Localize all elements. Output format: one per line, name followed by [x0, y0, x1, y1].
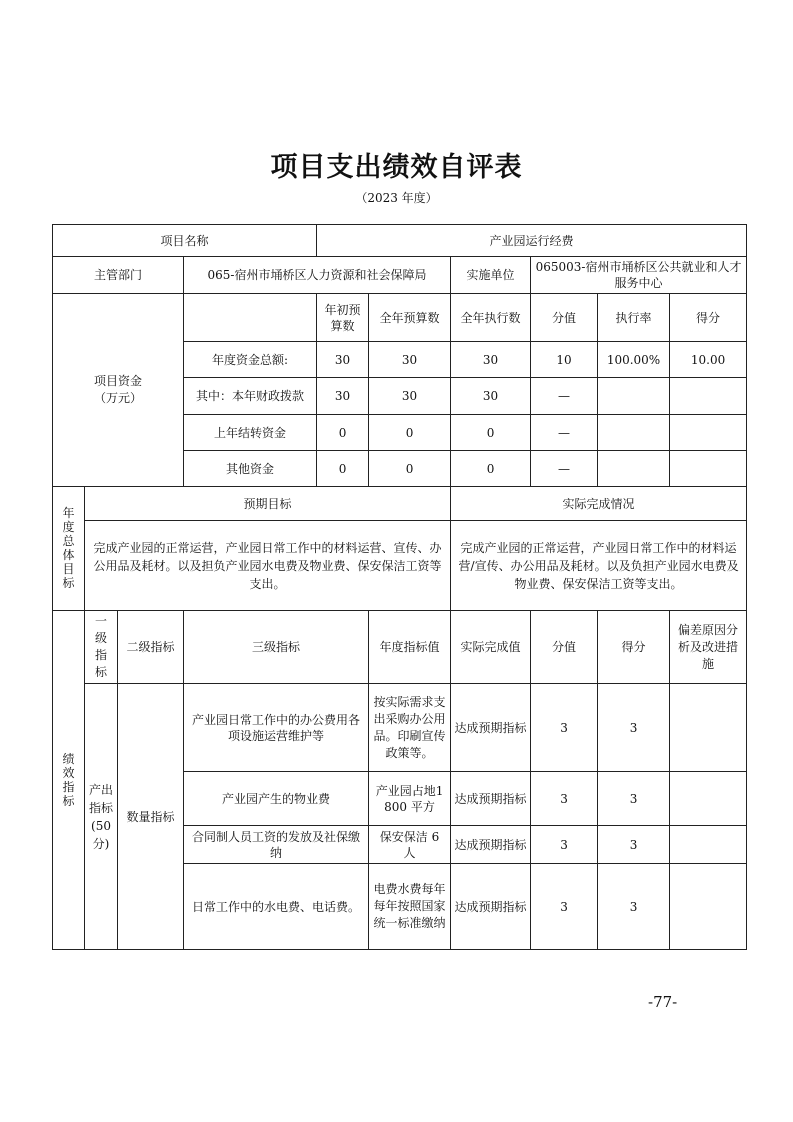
indicator-note — [670, 772, 747, 826]
funds-cell: 10.00 — [670, 342, 747, 378]
funds-cell: — — [531, 415, 598, 451]
impl-label: 实施单位 — [451, 257, 531, 294]
document-year: （2023 年度） — [355, 191, 438, 205]
indicators-header: 偏差原因分析及改进措施 — [670, 611, 747, 684]
indicator-name: 产业园日常工作中的办公费用各项设施运营维护等 — [184, 684, 369, 772]
goals-label: 年度总体目标 — [53, 487, 85, 611]
indicator-target: 电费水费每年每年按照国家统一标准缴纳 — [369, 864, 451, 950]
funds-cell: 30 — [369, 342, 451, 378]
goals-header-row — [53, 487, 747, 521]
indicator-target: 产业园占地1800 平方 — [369, 772, 451, 826]
indicator-actual: 达成预期指标 — [451, 684, 531, 772]
funds-cell: — — [531, 378, 598, 415]
indicator-row — [53, 684, 747, 772]
indicator-level1: 产出指标(50分) — [85, 684, 118, 950]
indicator-note — [670, 826, 747, 864]
dept-row — [53, 257, 747, 294]
page-number: -77- — [648, 993, 678, 1011]
indicator-got: 3 — [598, 864, 670, 950]
indicator-score: 3 — [531, 684, 598, 772]
funds-cell: 0 — [451, 415, 531, 451]
funds-header-blank — [184, 294, 317, 342]
indicator-actual: 达成预期指标 — [451, 864, 531, 950]
funds-cell: 0 — [317, 415, 369, 451]
funds-row-name: 其中：本年财政拨款 — [184, 378, 317, 415]
project-value: 产业园运行经费 — [317, 225, 747, 257]
indicator-level2: 数量指标 — [118, 684, 184, 950]
indicator-got: 3 — [598, 826, 670, 864]
project-label: 项目名称 — [53, 225, 317, 257]
funds-cell — [670, 378, 747, 415]
actual-goal-text: 完成产业园的正常运营，产业园日常工作中的材料运营/宣传、办公用品及耗材。以及负担产业园水电费及物业费、保安保洁工资等支出。 — [451, 521, 747, 611]
funds-header-row — [53, 294, 747, 342]
goals-content-row — [53, 521, 747, 611]
funds-header: 全年执行数 — [451, 294, 531, 342]
funds-row-name: 年度资金总额: — [184, 342, 317, 378]
funds-header: 分值 — [531, 294, 598, 342]
indicator-actual: 达成预期指标 — [451, 826, 531, 864]
funds-cell: 30 — [451, 378, 531, 415]
funds-header: 全年预算数 — [369, 294, 451, 342]
performance-table — [52, 224, 747, 950]
funds-header: 得分 — [670, 294, 747, 342]
indicators-header-level1: 一级指标 — [85, 611, 118, 684]
funds-cell: 0 — [451, 451, 531, 487]
funds-label: 项目资金（万元） — [53, 294, 184, 487]
funds-header: 执行率 — [598, 294, 670, 342]
indicators-header-row — [53, 611, 747, 684]
funds-row-name: 上年结转资金 — [184, 415, 317, 451]
indicator-got: 3 — [598, 772, 670, 826]
funds-cell — [598, 378, 670, 415]
indicator-name: 日常工作中的水电费、电话费。 — [184, 864, 369, 950]
indicators-header: 实际完成值 — [451, 611, 531, 684]
funds-header: 年初预算数 — [317, 294, 369, 342]
indicator-note — [670, 864, 747, 950]
funds-row-name: 其他资金 — [184, 451, 317, 487]
funds-cell: 0 — [317, 451, 369, 487]
indicators-label: 绩效指标 — [53, 611, 85, 950]
funds-cell — [670, 451, 747, 487]
indicators-header: 三级指标 — [184, 611, 369, 684]
funds-cell: 0 — [369, 415, 451, 451]
dept-label: 主管部门 — [53, 257, 184, 294]
expected-goal-label: 预期目标 — [85, 487, 451, 521]
expected-goal-text: 完成产业园的正常运营，产业园日常工作中的材料运营、宣传、办公用品及耗材。以及担负产业园水电费及物业费、保安保洁工资等支出。 — [85, 521, 451, 611]
indicator-target: 保安保洁 6 人 — [369, 826, 451, 864]
funds-cell — [598, 451, 670, 487]
document-title: 项目支出绩效自评表 — [270, 152, 523, 183]
indicators-header: 得分 — [598, 611, 670, 684]
indicator-actual: 达成预期指标 — [451, 772, 531, 826]
funds-cell — [670, 415, 747, 451]
indicator-target: 按实际需求支出采购办公用品。印刷宣传政策等。 — [369, 684, 451, 772]
funds-cell: 30 — [369, 378, 451, 415]
indicator-score: 3 — [531, 826, 598, 864]
funds-cell: 30 — [317, 378, 369, 415]
indicators-header: 二级指标 — [118, 611, 184, 684]
indicator-score: 3 — [531, 864, 598, 950]
project-row — [53, 225, 747, 257]
impl-value: 065003-宿州市埇桥区公共就业和人才服务中心 — [531, 257, 747, 294]
funds-cell: 100.00% — [598, 342, 670, 378]
indicator-name: 合同制人员工资的发放及社保缴纳 — [184, 826, 369, 864]
indicators-header: 年度指标值 — [369, 611, 451, 684]
indicator-name: 产业园产生的物业费 — [184, 772, 369, 826]
funds-cell: 10 — [531, 342, 598, 378]
funds-cell: 0 — [369, 451, 451, 487]
funds-cell: 30 — [317, 342, 369, 378]
indicator-note — [670, 684, 747, 772]
indicator-got: 3 — [598, 684, 670, 772]
actual-goal-label: 实际完成情况 — [451, 487, 747, 521]
funds-cell: 30 — [451, 342, 531, 378]
funds-cell — [598, 415, 670, 451]
funds-cell: — — [531, 451, 598, 487]
indicators-header: 分值 — [531, 611, 598, 684]
dept-value: 065-宿州市埇桥区人力资源和社会保障局 — [184, 257, 451, 294]
indicator-score: 3 — [531, 772, 598, 826]
